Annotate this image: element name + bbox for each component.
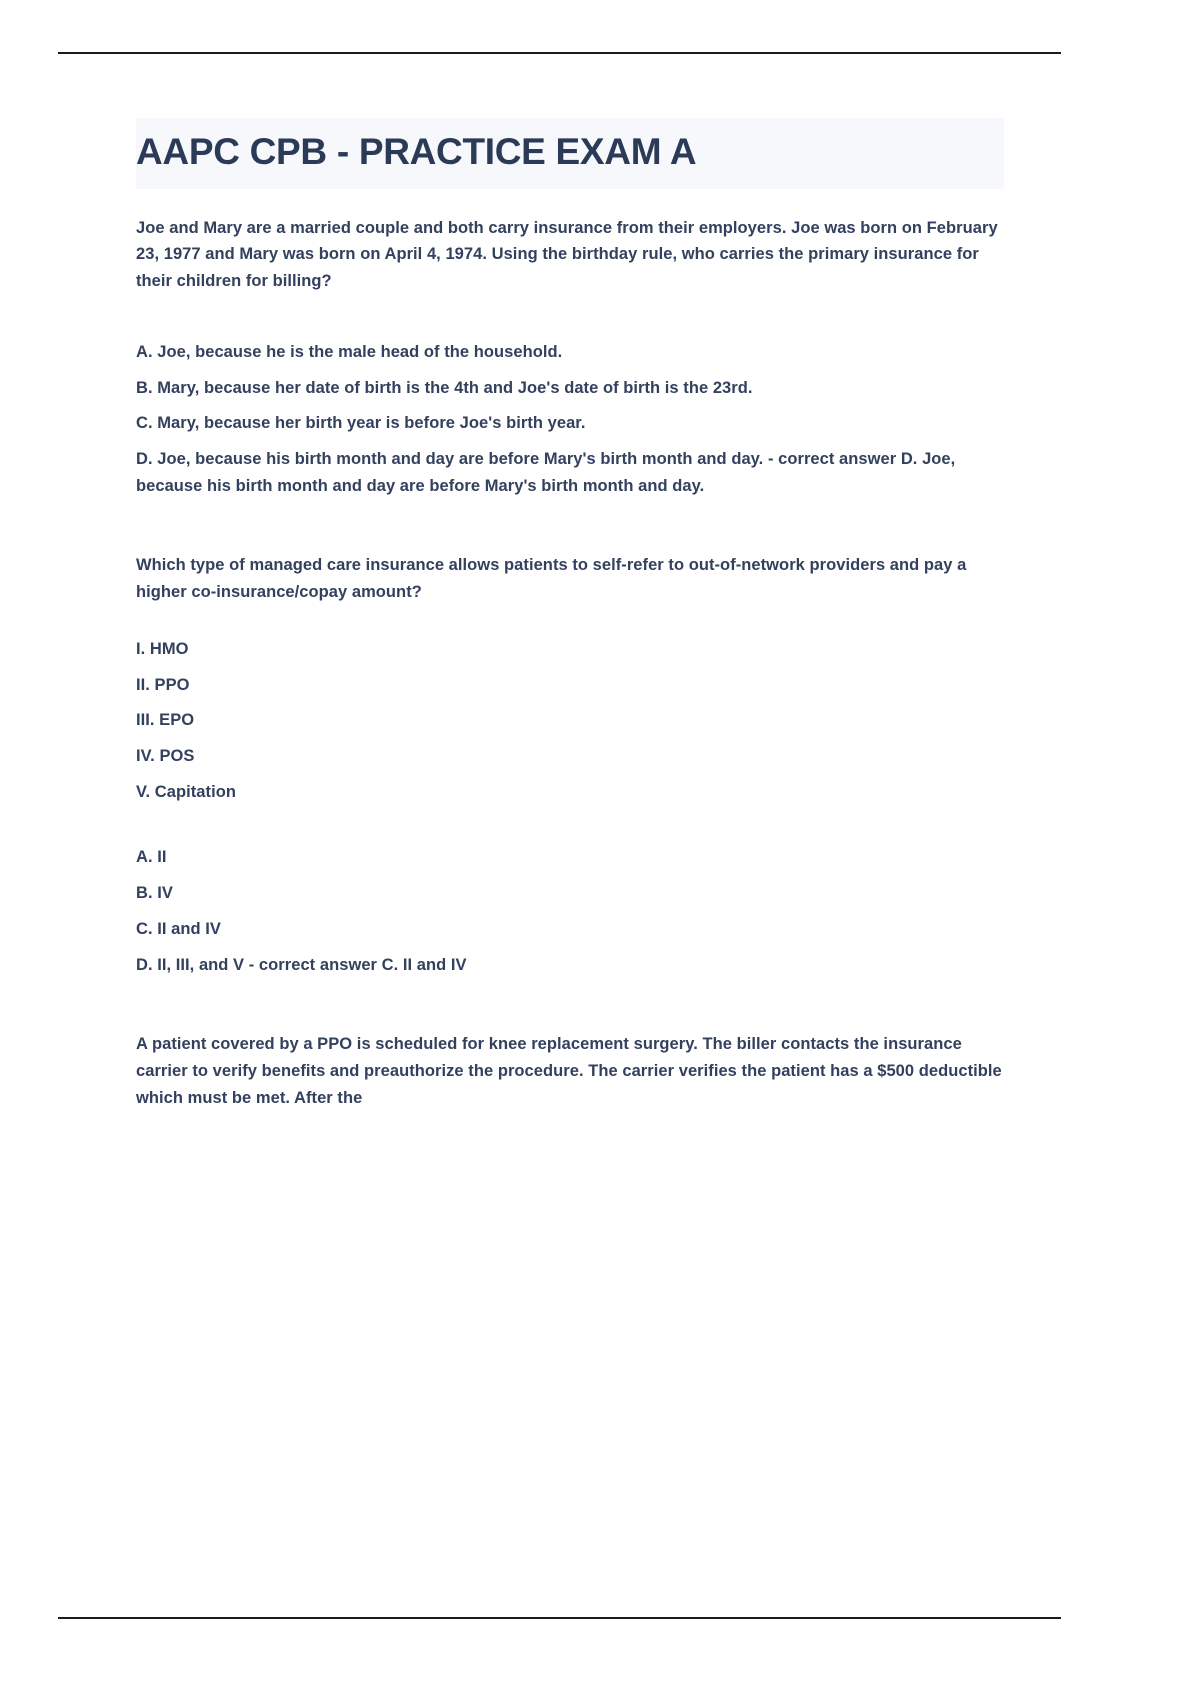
question-1-stem: Joe and Mary are a married couple and both carry insurance from their employers. Joe was born on February 23, 1977 and Mary was born on April 4, 1974. Using the birthday rule, who carries the primary insurance for their children for billing? bbox=[136, 218, 998, 291]
question-2-choice-d: D. II, III, and V - correct answer C. II and IV bbox=[136, 955, 467, 974]
spacer bbox=[136, 508, 1004, 552]
document-body bbox=[136, 118, 1004, 1112]
question-2-item-i: I. HMO bbox=[136, 639, 189, 658]
question-2-item-iv: IV. POS bbox=[136, 747, 195, 766]
question-2-stem: Which type of managed care insurance allows patients to self-refer to out-of-network providers and pay a higher co-insurance/copay amount? bbox=[136, 556, 967, 602]
spacer bbox=[136, 606, 1004, 636]
question-2-choice-c: C. II and IV bbox=[136, 919, 221, 938]
question-1-choice-d: D. Joe, because his birth month and day are before Mary's birth month and day. - correct answer D. Joe, because his birth month and day are before Mary's birth month and day. bbox=[136, 450, 956, 495]
question-2-item-ii: II. PPO bbox=[136, 675, 190, 694]
header-divider bbox=[58, 52, 1061, 54]
question-2-choice-a: A. II bbox=[136, 848, 167, 867]
spacer bbox=[136, 987, 1004, 1031]
question-1-choice-b: B. Mary, because her date of birth is the 4th and Joe's date of birth is the 23rd. bbox=[136, 378, 753, 397]
question-2-choice-b: B. IV bbox=[136, 884, 173, 903]
question-3-stem: A patient covered by a PPO is scheduled for knee replacement surgery. The biller contacts the insurance carrier to verify benefits and preauthorize the procedure. The carrier verifies the patient has a $500 deductible which must be met. After the bbox=[136, 1035, 1002, 1107]
question-1-choice-a: A. Joe, because he is the male head of the household. bbox=[136, 342, 563, 361]
question-2-item-iii: III. EPO bbox=[136, 711, 195, 730]
spacer bbox=[136, 295, 1004, 339]
footer-divider bbox=[58, 1617, 1061, 1619]
question-2-item-v: V. Capitation bbox=[136, 782, 236, 801]
question-1-choice-c: C. Mary, because her birth year is before Joe's birth year. bbox=[136, 414, 586, 433]
page-title: AAPC CPB - PRACTICE EXAM A bbox=[136, 118, 1004, 189]
spacer bbox=[136, 814, 1004, 844]
